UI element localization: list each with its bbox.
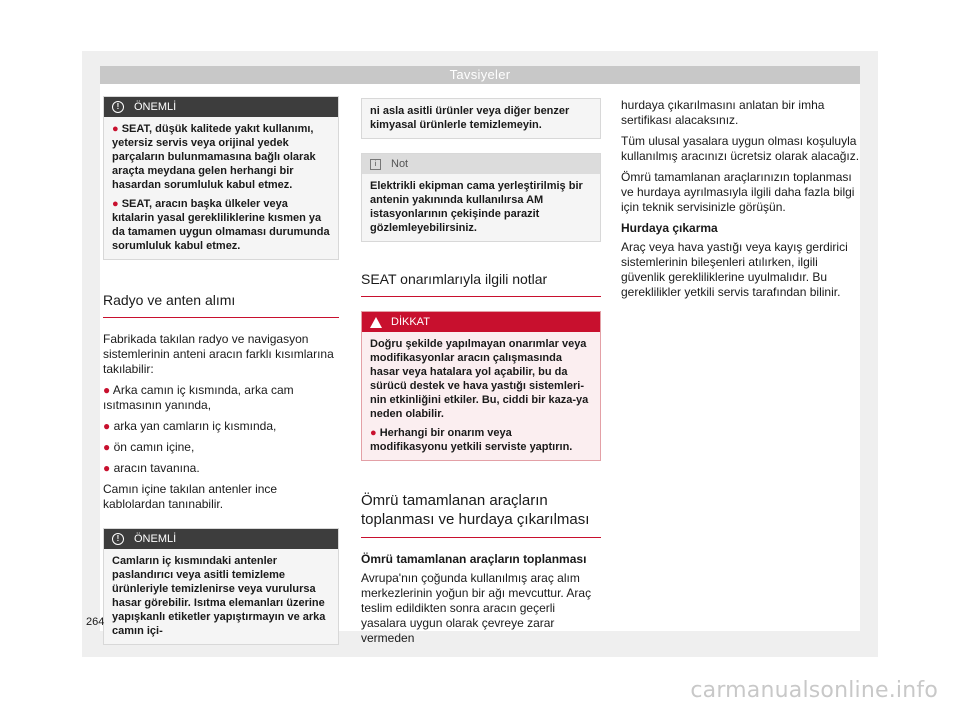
watermark: carmanualsonline.info [690,678,938,703]
important-box-1 [103,96,339,260]
column-2 [361,98,601,652]
note-box-title: Not [391,158,409,170]
exclamation-circle-icon: ! [112,101,124,113]
paragraph: ni asla asitli ürünler veya diğer benzer kimyasal ürünlerle temizlemeyin. [370,105,570,131]
caution-box-body [362,332,600,460]
paragraph: Ömrü tamamlanan araçlarınızın toplanması ve hurdaya ayrılmasıyla ilgili daha fazla bilgi için teknik servisinizle görüşün. [621,170,855,214]
bullet-icon: ● [112,123,119,135]
important-box-body [362,99,600,138]
exclamation-circle-icon: ! [112,533,124,545]
caution-box-header [362,312,600,332]
bullet-icon: ● [103,461,111,475]
paragraph: Araç veya hava yastığı veya kayış gerdirici sistemlerinin bileşenleri atılırken, ilgili güvenlik gerekliliklerine uyulmalıdır. Bu gereklilikler yetkili servis tarafından bilinir. [621,240,848,299]
bullet-icon: ● [103,440,111,454]
section-title-end-of-life: Ömrü tamamlanan araçların toplanması ve hurdaya çıkarılması [361,491,601,538]
list-item: ● ön camın içine, [103,440,195,454]
note-box [361,153,601,242]
important-box-body [104,549,338,644]
subheading: Ömrü tamamlanan araçların toplanması [361,552,587,566]
paragraph: Doğru şekilde yapılmayan onarımlar veya modifikasyonlar aracın çalışmasında hasar veya hatalara yol açabilir, bu da sürücü destek ve hava yastığı sistemleri-nin etkinliğini etkiler. Bu, ciddi bir kaza-ya neden olabilir. [370,338,589,420]
note-box-header [362,154,600,174]
chapter-header: Tavsiyeler [100,66,860,84]
bullet-icon: ● [370,427,377,439]
caution-box [361,311,601,461]
caution-box-title: DİKKAT [391,316,430,328]
subheading: Hurdaya çıkarma [621,221,718,235]
paragraph: Camın içine takılan antenler ince kablolardan tanınabilir. [103,482,278,511]
list-item: ● Arka camın iç kısmında, arka cam ısıtmasının yanında, [103,383,294,412]
warning-triangle-icon [370,317,382,328]
paragraph: hurdaya çıkarılmasını anlatan bir imha sertifikası alacaksınız. [621,98,825,127]
paragraph: Avrupa'nın çoğunda kullanılmış araç alım merkezlerinin yoğun bir ağı mevcuttur. Araç teslim edildikten sonra aracın geçerli yasalara uygun olarak çevreye zarar vermeden [361,571,592,645]
important-box-title: ÖNEMLİ [134,101,177,113]
important-box-body [104,117,338,259]
list-item: ● Herhangi bir onarım veya modifikasyonu yetkili serviste yaptırın. [370,427,573,453]
paragraph: Fabrikada takılan radyo ve navigasyon sistemlerinin anteni aracın farklı kısımlarına takılabilir: [103,332,334,376]
section-title-repairs: SEAT onarımlarıyla ilgili notlar [361,270,601,297]
important-box-header [104,97,338,117]
note-box-body [362,174,600,241]
important-box-2 [103,528,339,645]
list-item: ● SEAT, aracın başka ülkeler veya kıtalarin yasal gerekliliklerine kısmen ya da tamamen uygun olmaması durumunda sorumluluk kabul etmez. [112,198,330,252]
bullet-icon: ● [103,383,111,397]
bullet-icon: ● [112,198,119,210]
important-box-continued [361,98,601,139]
column-1 [103,96,339,645]
section-title-radio: Radyo ve anten alımı [103,291,339,318]
paragraph: Camların iç kısmındaki antenler paslandırıcı veya asitli temizleme ürünleriyle temizlenirse veya vurulursa hasar görebilir. Isıtma elemanları üzerine yapışkanlı etiketler yapıştırmayın ve arka camın içi- [112,555,326,637]
important-box-title: ÖNEMLİ [134,533,177,545]
note-icon: i [370,159,381,170]
important-box-header [104,529,338,549]
paragraph: Tüm ulusal yasalara uygun olması koşuluyla kullanılmış aracınızı ücretsiz olarak alacağız. [621,134,860,163]
list-item: ● aracın tavanına. [103,461,200,475]
bullet-icon: ● [103,419,111,433]
paragraph: Elektrikli ekipman cama yerleştirilmiş bir antenin yakınında kullanılırsa AM istasyonlarının çekişinde parazit gözlemleyebilirsiniz. [370,180,583,234]
list-item: ● arka yan camların iç kısmında, [103,419,277,433]
list-item: ● SEAT, düşük kalitede yakıt kullanımı, yetersiz servis veya orijinal yedek parçaların bulunmamasına bağlı olarak araçta meydana gelen herhangi bir hasardan sorumluluk kabul etmez. [112,123,316,191]
page-number: 264 [86,616,105,628]
column-3 [621,98,861,306]
